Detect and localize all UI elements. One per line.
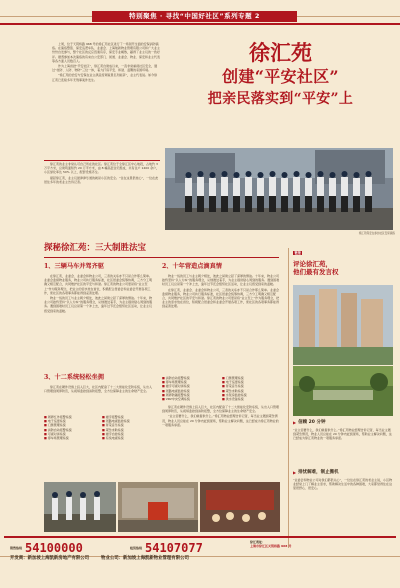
system-item: ■ 门禁管理系统 (44, 423, 102, 427)
intro-paragraph: 上周，位于天钥桥路 968 号的徐汇苑社区进行了一场别开生面的安保消防演练。在演练警笛、保安巡逻车队、业委会、上海航新物业管理有限公司和广大业主纷纷自发参与，整个社区的反应迅速有序，保安专业娴熟，赢得了业主们的一致好评。据悉参加本次演练的有来自公安部门、街道、业委会、物业、保安和业主代表等各方面人员数百人。 (52, 42, 160, 63)
subsection-2-text (162, 274, 280, 370)
headline-line2: 创建“平安社区” (222, 67, 339, 86)
intro-paragraph: “徐汇苑的治安与安保在业主满意度调查里名列前茅”，业主代表说。如今徐汇苑已连续多年无刑事案件发生。 (52, 73, 158, 82)
system-item: ■ 水泵房监控系统 (222, 393, 282, 397)
subsection-1-paragraph: 在徐汇苑，业委会、业委会和物业公司，三者的关系亦不只是合作那么简单。业委会监督物业服务，物业公司执行服务标准，社区居委会统筹协调，三方分工明确又相互配合，共同维护社区的平安与和谐。徐汇苑的物业公司更是将“业主至上”作为服务理念，把业主的需求放在首位，积极配合居委会和业委会开展各项工作，使社区的各项事务都能得到妥善处理。 (44, 274, 153, 295)
intro-text-column (52, 42, 160, 154)
rental-hotline-label: 租赁热线 (130, 546, 143, 551)
photo-fire-drill (118, 482, 198, 532)
link-tag: 链接 (294, 251, 301, 255)
quote-bullet-icon: ▶ (293, 420, 297, 426)
system-item: ■ 周界防越报警系统 (162, 393, 222, 397)
lead-text-column (44, 160, 160, 226)
system-item: ■ 供水设备系统 (222, 397, 282, 401)
footer-companies (10, 556, 400, 562)
right-title-line1: 评论徐汇苑， (293, 260, 332, 268)
fire-drill-image (118, 482, 198, 532)
address-label: 徐汇苑址： (250, 540, 266, 544)
right-column-title (293, 260, 393, 276)
headline-block (168, 40, 393, 140)
system-item: ■ 可视对讲系统 (44, 432, 102, 436)
subsection-2-paragraph: 物业一线的员工与业主朝夕相处，彼此之间建立起了深厚的情谊。十年来，物业公司始终坚持“以人为本”的服务理念，从细微处着手，为业主提供贴心周到的服务。遇到困难时员工们总是第一个冲上去，逢年过节还会组织社区活动，让业主们感受到家的温暖。 (162, 274, 280, 287)
building-photo (293, 285, 393, 365)
system-list-left (44, 415, 102, 440)
rental-hotline (130, 540, 203, 556)
system-list-right (102, 415, 160, 440)
subsection-3-text (44, 385, 154, 413)
header-rule-red (0, 23, 400, 25)
subsection-1-paragraph: 物业一线的员工与业主朝夕相处，彼此之间建立起了深厚的情谊。十年来，物业公司始终坚持“以人为本”的服务理念，从细微处着手，为业主提供贴心周到的服务。遇到困难时员工们总是第一个冲上去，逢年过节还会组织社区活动，让业主们感受到家的温暖。 (44, 296, 153, 313)
quote-1 (293, 420, 393, 468)
header-band: 特别聚焦 · 寻找“中国好社区”系列专题 2 (92, 11, 297, 22)
lead-paragraph: 提起徐汇苑，业主们最津津乐道的就是小区的安全。“住在这里很放心”，一位在此居住多年的老业主告诉记者。 (44, 175, 159, 184)
address-text: 上海市徐汇区天钥桥路 968 号 (250, 544, 292, 549)
subsection-2-title: 2、十年营造点滴真情 (162, 263, 222, 270)
photo-guards-drill (44, 482, 116, 532)
subsection-2-paragraph: 在徐汇苑，业委会、业委会和物业公司，三者的关系亦不只是合作那么简单。业委会监督物业服务，物业公司执行服务标准，社区居委会统筹协调，三方分工明确又相互配合，共同维护社区的平安与和谐。徐汇苑的物业公司更是将“业主至上”作为服务理念，把业主的需求放在首位，积极配合居委会和业委会开展各项工作，使社区的各项事务都能得到妥善处理。 (162, 287, 280, 309)
system-item: ■ 周界红外报警系统 (44, 415, 102, 419)
developer-text: 开发商：新加坡上海凯新房地产有限公司 (10, 556, 90, 561)
system-list-mid-right (222, 376, 282, 401)
system-item: ■ 闭路电视监控系统 (102, 419, 160, 423)
garden-photo (293, 366, 393, 416)
guards-drill-image (44, 482, 116, 532)
section-title-rule (44, 257, 279, 258)
system-item: ■ 楼宇自控系统 (102, 432, 160, 436)
hero-photo-caption: 徐汇苑保安在参加社区安保演练 (358, 232, 395, 235)
subsection-3-paragraph: 徐汇苑在硬件设施上投入巨大，社区内配备了十二大智能化安防系统，从出入口管理到周界防范，从视频监控到消防报警，全方位保障业主的生命财产安全。 (44, 385, 153, 394)
quote-bullet-icon: ▶ (293, 470, 297, 476)
system-item: ■ 有线电视系统 (102, 436, 160, 440)
address-block (250, 540, 395, 548)
headline-line1: 徐汇苑 (249, 40, 312, 65)
property-company-text: 物业公司：新加坡上海凯新物业管理有限公司 (101, 556, 189, 561)
system-item: ■ 楼宇可视对讲系统 (162, 384, 222, 388)
right-title-line2: 他们最有发言权 (293, 268, 339, 276)
system-item: ■ 停车场管理系统 (44, 436, 102, 440)
footer-rule (4, 536, 396, 538)
quote-1-title: 信赖 20 分钟 (298, 420, 326, 425)
hero-photo (165, 148, 393, 230)
residential-towers-image (293, 285, 393, 365)
lead-paragraph: 徐汇苑的业主非常认可自己所在的社区。徐汇苑位于全徐汇区中心地段，占地约 3 万平方米，总建筑面积约 20 万平方米，由 8 幢高层住宅组成，共有住户 1400 余户，小区绿化率达 50% 以上，配套设施齐全。 (44, 162, 160, 175)
system-item: ■ 电子巡更系统 (44, 419, 102, 423)
system-item: ■ 停车场管理系统 (162, 380, 222, 384)
quote-2-title: 排忧解难，制止搬机 (298, 470, 339, 475)
subsection-1-text (44, 274, 154, 370)
system-item: ■ 消防自动报警系统 (162, 376, 222, 380)
mid-text-block (162, 405, 280, 480)
system-item: ■ 消防自动报警系统 (44, 428, 102, 432)
sales-hotline (10, 540, 83, 556)
column-divider (288, 248, 289, 548)
sales-hotline-label: 销售热线 (10, 546, 23, 551)
system-item: ■ 紧急求助系统 (222, 389, 282, 393)
system-item: ■ 门禁管理系统 (222, 376, 282, 380)
quote-2-text: “业委会和物业公司对我们都很关心”，一位住在徐汇苑的老业主说，小区物业经常上门了解业主需求，帮助解决生活中的各种困难，大家都觉得住在这里很舒心、很安心。 (293, 478, 393, 491)
subsection-3-title: 3、十二系统轻松坐拥 (44, 374, 104, 381)
headline-line3: 把亲民落实到“平安”上 (207, 91, 354, 107)
system-item: ■ 背景音乐系统 (102, 423, 160, 427)
system-item: ■ 闭路电视监控系统 (162, 389, 222, 393)
quote-2 (293, 470, 393, 538)
photo-community-event (200, 482, 280, 532)
section-title: 探秘徐汇苑：三大制胜法宝 (44, 243, 147, 253)
system-item: ■ 紧急求助系统 (102, 428, 160, 432)
rental-hotline-number: 54107077 (145, 541, 203, 555)
system-item: ■ 楼宇报警系统 (102, 415, 160, 419)
system-list-mid (162, 376, 222, 401)
guards-lineup-image (165, 148, 393, 230)
system-item: ■ VRV中央空调系统 (162, 397, 222, 401)
mid-paragraph: 徐汇苑在硬件设施上投入巨大，社区内配备了十二大智能化安防系统，从出入口管理到周界防范，从视频监控到消防报警，全方位保障业主的生命财产安全。 (162, 405, 280, 414)
community-event-image (200, 482, 280, 532)
sales-hotline-number: 54100000 (25, 541, 83, 555)
intro-paragraph: 作为上海首批“平安社区”，徐汇苑自建成以来，一直非常重视社区安全，通过“技防、人防、物防”三位一体，着力打造平安、和谐、温馨的家园环境。 (52, 64, 158, 73)
garden-image (293, 366, 393, 416)
subsection-1-title: 1、三辆马车并驾齐驱 (44, 263, 104, 270)
system-item: ■ 背景音乐系统 (222, 384, 282, 388)
quote-1-text: “业主需要什么，我们就提供什么。”徐汇苑物业经理告诉记者，每当业主遇到紧急情况，物业人员总能在 20 分钟内赶到现场，帮助业主解决问题，这已经成为徐汇苑物业的一项服务承诺。 (293, 428, 392, 441)
system-item: ■ 电子巡更系统 (222, 380, 282, 384)
mid-paragraph: “业主需要什么，我们就提供什么。”徐汇苑物业经理告诉记者，每当业主遇到紧急情况，物业人员总能在 20 分钟内赶到现场，帮助业主解决问题，这已经成为徐汇苑物业的一项服务承诺。 (162, 414, 279, 427)
